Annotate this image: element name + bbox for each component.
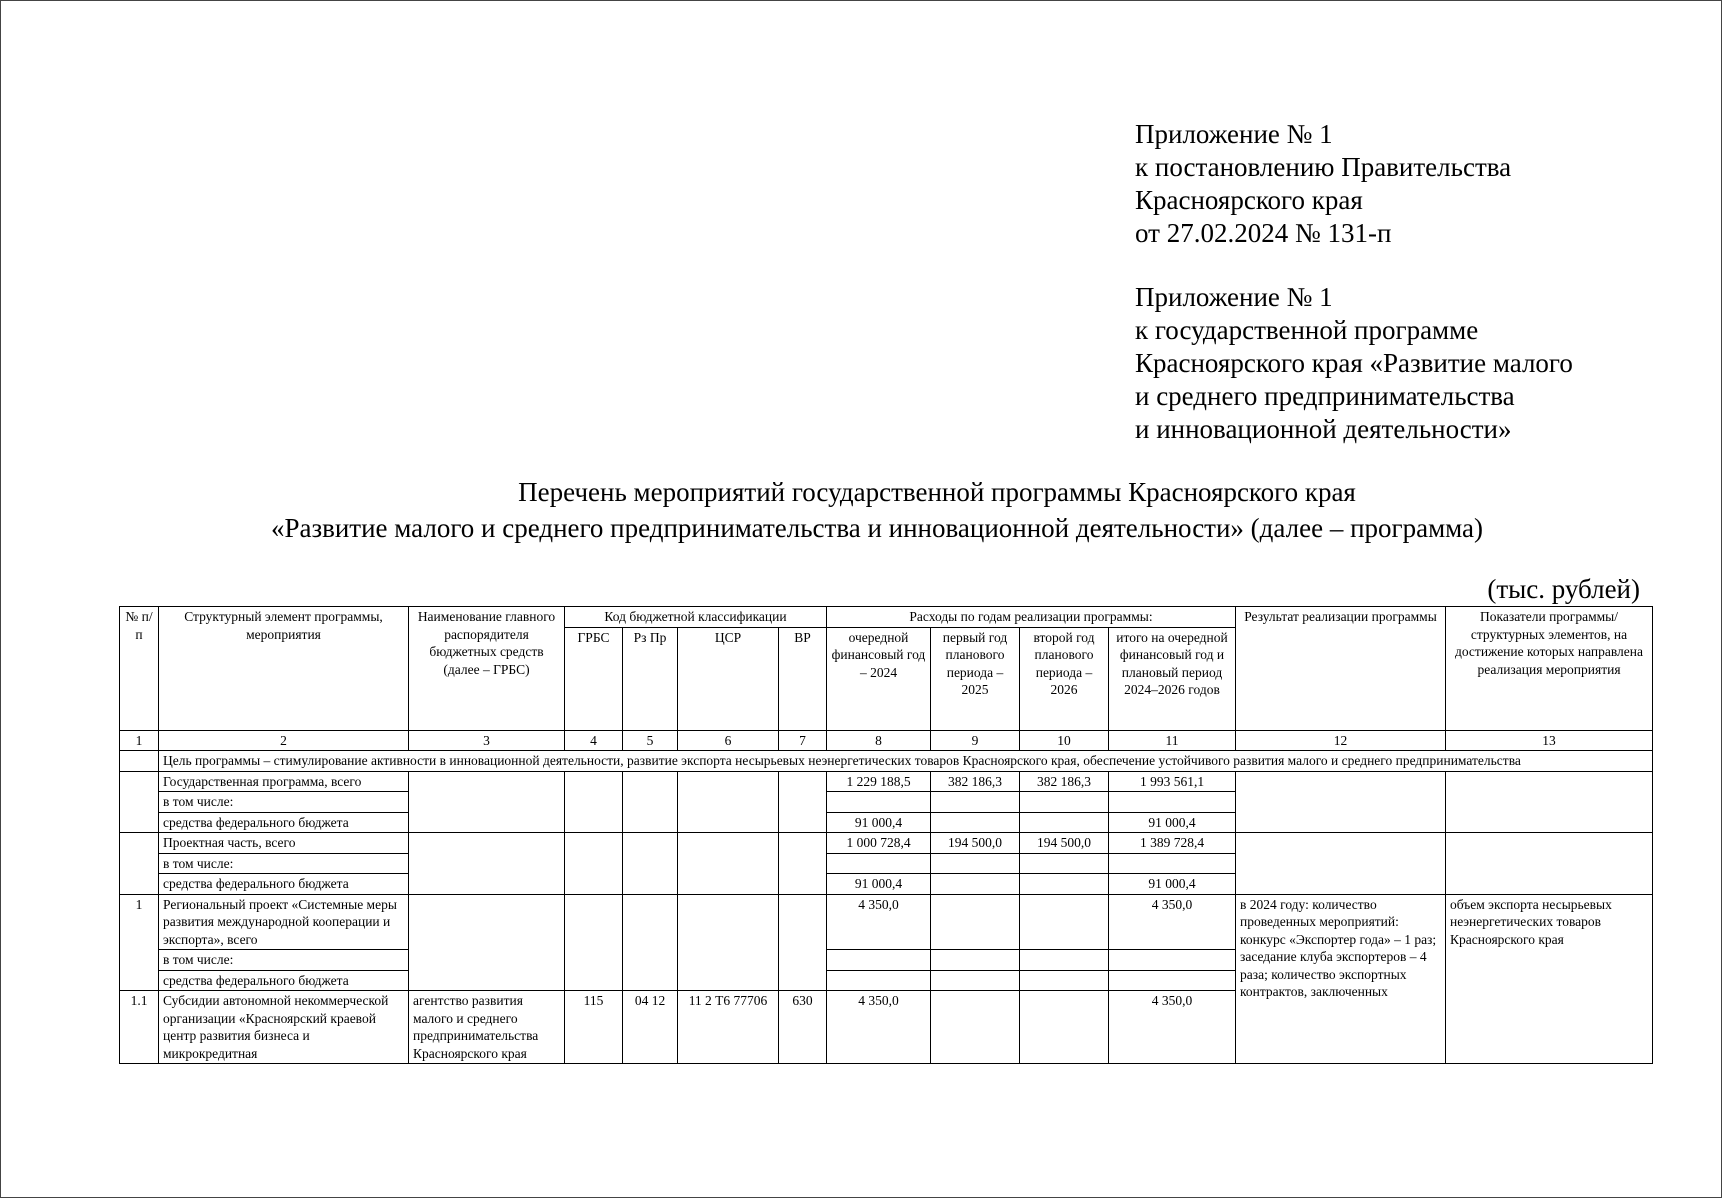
approval-line: Приложение № 1	[1135, 119, 1333, 149]
approval-line: и среднего предпринимательства	[1135, 381, 1515, 411]
approval-line: к постановлению Правительства	[1135, 152, 1512, 182]
empty-cell	[1020, 874, 1109, 895]
approval-line: Красноярского края	[1135, 185, 1363, 215]
col-number: 12	[1236, 730, 1446, 751]
row-number: 1.1	[120, 991, 159, 1064]
header-grbs-name: Наименование главного распорядителя бюджетных средств (далее – ГРБС)	[409, 607, 565, 731]
empty-cell	[1020, 792, 1109, 813]
header-csr: ЦСР	[678, 627, 779, 730]
approval-block-resolution	[1135, 118, 1511, 250]
empty-cell	[409, 833, 565, 895]
value-2024: 91 000,4	[827, 812, 931, 833]
value-2026: 382 186,3	[1020, 771, 1109, 792]
empty-cell	[678, 833, 779, 895]
col-number: 3	[409, 730, 565, 751]
goal-row	[120, 751, 1653, 772]
program-goal: Цель программы – стимулирование активности в инновационной деятельности, развитие экспорта несырьевых неэнергетических товаров Красноярского края, обеспечение устойчивого развития малого и среднего предпринимательства	[159, 751, 1653, 772]
empty-cell	[1109, 950, 1236, 971]
row-label: Субсидии автономной некоммерческой организации «Красноярский краевой центр развития бизнеса и микрокредитная	[159, 991, 409, 1064]
empty-cell	[1236, 833, 1446, 895]
approval-line: и инновационной деятельности»	[1135, 414, 1512, 444]
empty-cell	[779, 833, 827, 895]
empty-cell	[1109, 792, 1236, 813]
row-label: Региональный проект «Системные меры развития международной кооперации и экспорта», всего	[159, 894, 409, 950]
empty-cell	[779, 894, 827, 991]
grbs-cell: 115	[565, 991, 623, 1064]
header-indicators: Показатели программы/структурных элементов, на достижение которых направлена реализация мероприятия	[1446, 607, 1653, 731]
header-expenses: Расходы по годам реализации программы:	[827, 607, 1236, 628]
grbs-name-cell: агентство развития малого и среднего предпринимательства Красноярского края	[409, 991, 565, 1064]
column-number-row	[120, 730, 1653, 751]
empty-cell	[678, 894, 779, 991]
header-row-1	[120, 607, 1653, 628]
header-no: № п/п	[120, 607, 159, 731]
empty-cell	[931, 792, 1020, 813]
empty-cell	[1020, 970, 1109, 991]
csr-cell: 11 2 Т6 77706	[678, 991, 779, 1064]
col-number: 2	[159, 730, 409, 751]
col-number: 1	[120, 730, 159, 751]
col-number: 11	[1109, 730, 1236, 751]
col-number: 4	[565, 730, 623, 751]
header-y2026: второй год планового периода – 2026	[1020, 627, 1109, 730]
value-total: 91 000,4	[1109, 874, 1236, 895]
empty-cell	[1020, 853, 1109, 874]
empty-cell	[931, 950, 1020, 971]
approval-line: к государственной программе	[1135, 315, 1479, 345]
value-total: 4 350,0	[1109, 991, 1236, 1064]
empty-cell	[1109, 970, 1236, 991]
gp-total-row	[120, 771, 1653, 792]
row-label: средства федерального бюджета	[159, 812, 409, 833]
empty-cell	[827, 853, 931, 874]
row-label: в том числе:	[159, 792, 409, 813]
empty-cell	[120, 833, 159, 895]
value-2026: 194 500,0	[1020, 833, 1109, 854]
empty-cell	[1446, 771, 1653, 833]
value-2025: 382 186,3	[931, 771, 1020, 792]
empty-cell	[623, 894, 678, 991]
empty-cell	[678, 771, 779, 833]
approval-block-program	[1135, 281, 1573, 446]
value-2024: 91 000,4	[827, 874, 931, 895]
row-label: в том числе:	[159, 950, 409, 971]
empty-cell	[1020, 812, 1109, 833]
empty-cell	[827, 970, 931, 991]
empty-cell	[1446, 833, 1653, 895]
empty-cell	[623, 833, 678, 895]
header-rzpr: Рз Пр	[623, 627, 678, 730]
col-number: 8	[827, 730, 931, 751]
value-2024: 4 350,0	[827, 991, 931, 1064]
document-title	[0, 474, 1724, 546]
value-total: 1 389 728,4	[1109, 833, 1236, 854]
approval-line: от 27.02.2024 № 131-п	[1135, 218, 1392, 248]
activities-table	[119, 606, 1653, 1064]
header-element: Структурный элемент программы, мероприятия	[159, 607, 409, 731]
value-total: 91 000,4	[1109, 812, 1236, 833]
row-label: Государственная программа, всего	[159, 771, 409, 792]
empty-cell	[565, 894, 623, 991]
value-2024: 1 000 728,4	[827, 833, 931, 854]
title-line-2: «Развитие малого и среднего предпринимательства и инновационной деятельности» (далее – программа)	[270, 513, 1484, 543]
approval-line: Красноярского края «Развитие малого	[1135, 348, 1573, 378]
title-line-1: Перечень мероприятий государственной программы Красноярского края	[518, 477, 1356, 507]
header-total: итого на очередной финансовый год и плановый период 2024–2026 годов	[1109, 627, 1236, 730]
col-number: 9	[931, 730, 1020, 751]
value-2024: 4 350,0	[827, 894, 931, 950]
empty-cell	[827, 950, 931, 971]
row-label: Проектная часть, всего	[159, 833, 409, 854]
row-label: в том числе:	[159, 853, 409, 874]
empty-cell	[1020, 991, 1109, 1064]
units-label: (тыс. рублей)	[1487, 574, 1640, 604]
empty-cell	[931, 894, 1020, 950]
header-y2025: первый год планового периода – 2025	[931, 627, 1020, 730]
goal-empty-cell	[120, 751, 159, 772]
empty-cell	[409, 894, 565, 991]
empty-cell	[1020, 950, 1109, 971]
value-total: 1 993 561,1	[1109, 771, 1236, 792]
col-number: 13	[1446, 730, 1653, 751]
empty-cell	[931, 874, 1020, 895]
header-y2024: очередной финансовый год – 2024	[827, 627, 931, 730]
vr-cell: 630	[779, 991, 827, 1064]
row-label: средства федерального бюджета	[159, 874, 409, 895]
header-grbs: ГРБС	[565, 627, 623, 730]
col-number: 10	[1020, 730, 1109, 751]
value-2025: 194 500,0	[931, 833, 1020, 854]
header-vr: ВР	[779, 627, 827, 730]
approval-line: Приложение № 1	[1135, 282, 1333, 312]
empty-cell	[1236, 771, 1446, 833]
rp1-total-row	[120, 894, 1653, 950]
row-label: средства федерального бюджета	[159, 970, 409, 991]
pp-total-row	[120, 833, 1653, 854]
empty-cell	[931, 991, 1020, 1064]
empty-cell	[931, 812, 1020, 833]
empty-cell	[931, 970, 1020, 991]
col-number: 7	[779, 730, 827, 751]
indicator-cell: объем экспорта несырьевых неэнергетических товаров Красноярского края	[1446, 894, 1653, 1064]
header-result: Результат реализации программы	[1236, 607, 1446, 731]
empty-cell	[931, 853, 1020, 874]
header-budget-code: Код бюджетной классификации	[565, 607, 827, 628]
empty-cell	[565, 833, 623, 895]
empty-cell	[827, 792, 931, 813]
empty-cell	[1109, 853, 1236, 874]
empty-cell	[779, 771, 827, 833]
empty-cell	[120, 771, 159, 833]
col-number: 6	[678, 730, 779, 751]
empty-cell	[623, 771, 678, 833]
empty-cell	[1020, 894, 1109, 950]
empty-cell	[409, 771, 565, 833]
empty-cell	[565, 771, 623, 833]
value-total: 4 350,0	[1109, 894, 1236, 950]
row-number: 1	[120, 894, 159, 991]
value-2024: 1 229 188,5	[827, 771, 931, 792]
rzpr-cell: 04 12	[623, 991, 678, 1064]
col-number: 5	[623, 730, 678, 751]
result-cell: в 2024 году: количество проведенных мероприятий: конкурс «Экспортер года» – 1 раз; заседание клуба экспортеров – 4 раза; количество экспортных контрактов, заключенных	[1236, 894, 1446, 1064]
